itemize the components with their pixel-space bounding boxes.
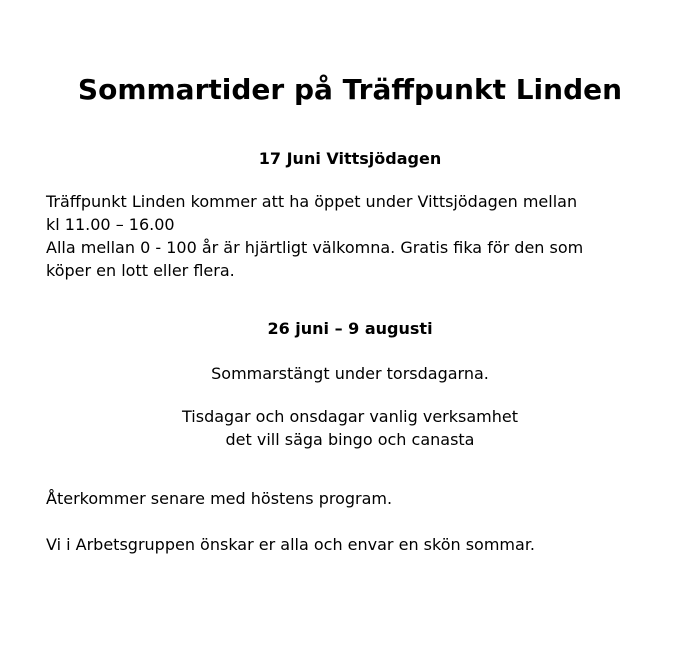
activity-paragraph xyxy=(0,405,700,451)
section-heading-summer-period: 26 juni – 9 augusti xyxy=(267,319,433,338)
activity-line: det vill säga bingo och canasta xyxy=(225,430,475,449)
paragraph-line: Träffpunkt Linden kommer att ha öppet under Vittsjödagen mellan xyxy=(46,192,578,211)
vittsjodagen-paragraph xyxy=(46,190,656,282)
section-heading-vittsjodagen: 17 Juni Vittsjödagen xyxy=(258,149,442,168)
summer-greeting: Vi i Arbetsgruppen önskar er alla och envar en skön sommar. xyxy=(46,535,536,554)
return-note: Återkommer senare med höstens program. xyxy=(46,489,393,508)
activity-line: Tisdagar och onsdagar vanlig verksamhet xyxy=(182,407,518,426)
paragraph-line: köper en lott eller flera. xyxy=(46,261,235,280)
page-title: Sommartider på Träffpunkt Linden xyxy=(77,73,623,106)
paragraph-line: kl 11.00 – 16.00 xyxy=(46,215,175,234)
closed-thursdays-note: Sommarstängt under torsdagarna. xyxy=(211,364,489,383)
paragraph-line: Alla mellan 0 - 100 år är hjärtligt välkomna. Gratis fika för den som xyxy=(46,238,584,257)
